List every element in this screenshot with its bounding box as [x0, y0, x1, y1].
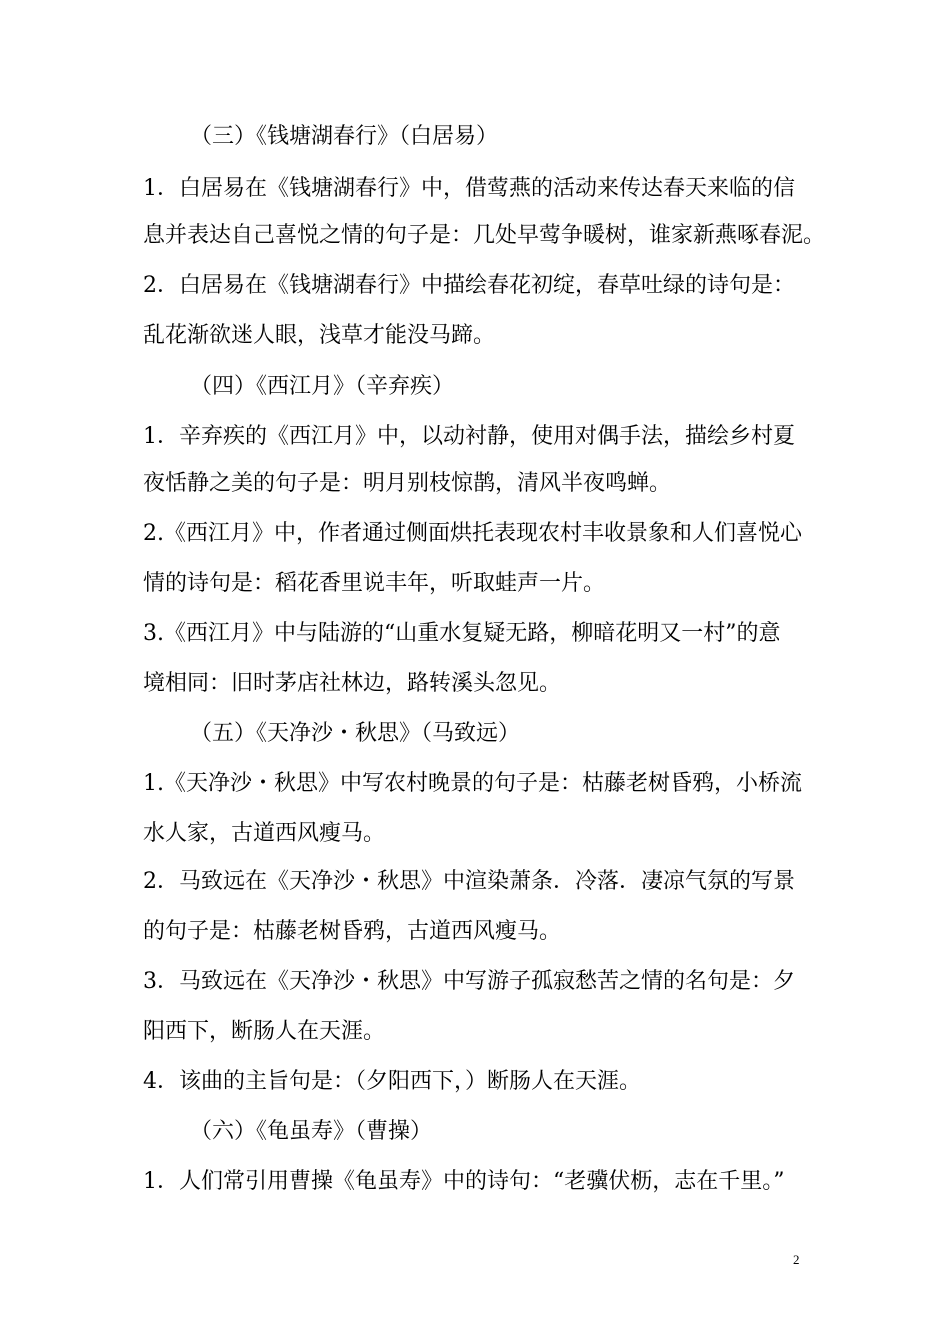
- section-heading-3: （三）《钱塘湖春行》（白居易）: [190, 124, 499, 149]
- text-line: 境相同：旧时茅店社林边，路转溪头忽见。: [143, 671, 562, 696]
- text-line: 1．人们常引用曹操《龟虽寿》中的诗句：“老骥伏枥，志在千里。”: [143, 1169, 785, 1194]
- text-line: 1．辛弃疾的《西江月》中，以动衬静，使用对偶手法，描绘乡村夏: [143, 424, 795, 449]
- section-heading-4: （四）《西江月》（辛弃疾）: [190, 374, 455, 399]
- text-line: 乱花渐欲迷人眼，浅草才能没马蹄。: [143, 323, 496, 348]
- text-line: 2.《西江月》中，作者通过侧面烘托表现农村丰收景象和人们喜悦心: [143, 521, 802, 546]
- section-heading-5: （五）《天净沙・秋思》（马致远）: [190, 721, 521, 746]
- section-heading-6: （六）《龟虽寿》（曹操）: [190, 1119, 433, 1144]
- text-line: 1.《天净沙・秋思》中写农村晚景的句子是：枯藤老树昏鸦，小桥流: [143, 771, 802, 796]
- text-line: 夜恬静之美的句子是：明月别枝惊鹊，清风半夜鸣蝉。: [143, 471, 672, 496]
- text-line: 1．白居易在《钱塘湖春行》中，借莺燕的活动来传达春天来临的信: [143, 176, 795, 201]
- text-line: 3．马致远在《天净沙・秋思》中写游子孤寂愁苦之情的名句是：夕: [143, 969, 795, 994]
- text-line: 2．白居易在《钱塘湖春行》中描绘春花初绽，春草吐绿的诗句是：: [143, 273, 795, 298]
- text-line: 水人家，古道西风瘦马。: [143, 821, 386, 846]
- text-line: 2．马致远在《天净沙・秋思》中渲染萧条．冷落．凄凉气氛的写景: [143, 869, 795, 894]
- text-line: 情的诗句是：稻花香里说丰年，听取蛙声一片。: [143, 571, 606, 596]
- text-line: 3.《西江月》中与陆游的“山重水复疑无路，柳暗花明又一村”的意: [143, 621, 781, 646]
- text-line: 的句子是：枯藤老树昏鸦，古道西风瘦马。: [143, 919, 562, 944]
- page-number: 2: [793, 1252, 800, 1267]
- text-line: 阳西下，断肠人在天涯。: [143, 1019, 386, 1044]
- text-line: 4．该曲的主旨句是：（夕阳西下，）断肠人在天涯。: [143, 1069, 641, 1094]
- text-line: 息并表达自己喜悦之情的句子是：几处早莺争暖树，谁家新燕啄春泥。: [143, 223, 826, 248]
